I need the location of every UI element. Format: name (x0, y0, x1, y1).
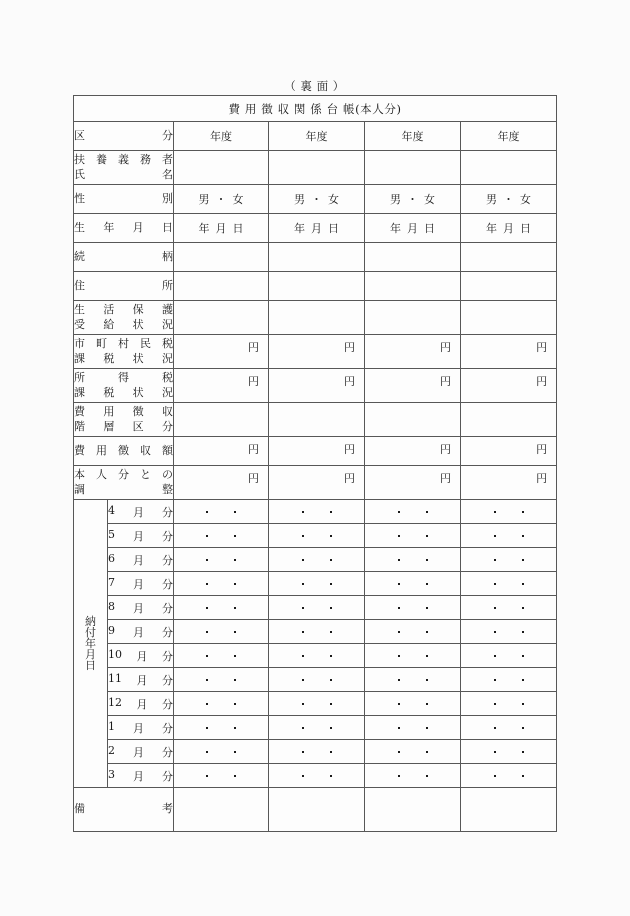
birthdate-value-4[interactable]: 年 月 日 (461, 214, 557, 243)
row-label-gender: 性 別 (74, 185, 174, 214)
row-birthdate (74, 214, 557, 243)
date-dot-separators (269, 703, 364, 705)
row-label-self-adjustment: 本 人 分 と の 調 整 (74, 466, 174, 500)
table-title: 費 用 徴 収 関 係 台 帳(本人分) (74, 96, 557, 122)
row-label-welfare-status: 生 活 保 護 受 給 状 況 (74, 301, 174, 335)
row-payment-month-10 (74, 740, 557, 764)
date-dot-separators (174, 751, 268, 753)
remarks-value-4[interactable] (461, 788, 557, 832)
row-label-birthdate: 生 年 月 日 (74, 214, 174, 243)
payment-date-1-1[interactable] (174, 524, 269, 548)
remarks-value-2[interactable] (269, 788, 365, 832)
payment-date-6-1[interactable] (174, 644, 269, 668)
date-dot-separators (365, 631, 460, 633)
date-dot-separators (365, 775, 460, 777)
date-dot-separators (365, 511, 460, 513)
payment-date-9-4[interactable] (461, 716, 557, 740)
fee-amount-value-1[interactable] (174, 437, 269, 466)
date-dot-separators (269, 751, 364, 753)
month-label-11: 3 月 分 (108, 764, 174, 788)
date-dot-separators (365, 655, 460, 657)
payment-date-5-4[interactable] (461, 620, 557, 644)
month-label-9: 1 月 分 (108, 716, 174, 740)
yen-unit: 円 (440, 472, 451, 485)
payment-date-11-4[interactable] (461, 764, 557, 788)
payment-date-10-4[interactable] (461, 740, 557, 764)
date-dot-separators (174, 535, 268, 537)
header-row-kubun (74, 122, 557, 151)
payment-date-1-2[interactable] (269, 524, 365, 548)
payment-date-7-1[interactable] (174, 668, 269, 692)
yen-unit: 円 (536, 472, 548, 485)
payment-date-8-2[interactable] (269, 692, 365, 716)
income-tax-value-1[interactable] (174, 369, 269, 403)
row-fee-amount (74, 437, 557, 466)
row-payment-month-7 (74, 668, 557, 692)
date-dot-separators (174, 583, 268, 585)
payment-date-4-1[interactable] (174, 596, 269, 620)
month-label-8: 12 月 分 (108, 692, 174, 716)
date-dot-separators (365, 559, 460, 561)
fee-tier-value-4[interactable] (461, 403, 557, 437)
fee-amount-value-4[interactable] (461, 437, 557, 466)
date-dot-separators (461, 607, 556, 609)
row-gender (74, 185, 557, 214)
payment-date-9-1[interactable] (174, 716, 269, 740)
payment-date-5-3[interactable] (365, 620, 461, 644)
row-payment-month-5 (74, 620, 557, 644)
payment-date-3-3[interactable] (365, 572, 461, 596)
date-dot-separators (174, 703, 268, 705)
payment-date-vertical-label: 納 付 年 月 日 (74, 500, 108, 788)
yen-unit: 円 (440, 375, 451, 388)
date-dot-separators (269, 607, 364, 609)
payment-date-0-3[interactable] (365, 500, 461, 524)
payment-date-0-2[interactable] (269, 500, 365, 524)
income-tax-value-2[interactable] (269, 369, 365, 403)
payment-date-6-2[interactable] (269, 644, 365, 668)
payment-date-11-1[interactable] (174, 764, 269, 788)
self-adjustment-value-1[interactable] (174, 466, 269, 500)
payment-date-2-3[interactable] (365, 548, 461, 572)
date-dot-separators (174, 655, 268, 657)
row-payment-month-0 (74, 500, 557, 524)
page-side-caption: （ 裏 面 ） (284, 79, 345, 93)
date-dot-separators (174, 559, 268, 561)
payment-date-11-2[interactable] (269, 764, 365, 788)
payment-date-7-3[interactable] (365, 668, 461, 692)
self-adjustment-value-3[interactable] (365, 466, 461, 500)
payment-date-10-3[interactable] (365, 740, 461, 764)
gender-value-3[interactable]: 男 ・ 女 (365, 185, 461, 214)
month-label-7: 11 月 分 (108, 668, 174, 692)
municipal-tax-value-4[interactable] (461, 335, 557, 369)
row-municipal-tax (74, 335, 557, 369)
date-dot-separators (174, 511, 268, 513)
month-label-10: 2 月 分 (108, 740, 174, 764)
welfare-status-value-2[interactable] (269, 301, 365, 335)
row-payment-month-1 (74, 524, 557, 548)
date-dot-separators (269, 775, 364, 777)
fee-tier-value-1[interactable] (174, 403, 269, 437)
payment-date-2-1[interactable] (174, 548, 269, 572)
fee-tier-value-2[interactable] (269, 403, 365, 437)
address-value-4[interactable] (461, 272, 557, 301)
relationship-value-1[interactable] (174, 243, 269, 272)
remarks-value-1[interactable] (174, 788, 269, 832)
payment-date-1-4[interactable] (461, 524, 557, 548)
payment-date-4-4[interactable] (461, 596, 557, 620)
self-adjustment-value-2[interactable] (269, 466, 365, 500)
fee-amount-value-2[interactable] (269, 437, 365, 466)
fee-tier-value-3[interactable] (365, 403, 461, 437)
date-dot-separators (461, 727, 556, 729)
row-payment-month-4 (74, 596, 557, 620)
month-label-6: 10 月 分 (108, 644, 174, 668)
date-dot-separators (365, 583, 460, 585)
row-payment-month-6 (74, 644, 557, 668)
payment-date-3-2[interactable] (269, 572, 365, 596)
year-header-4: 年度 (461, 122, 557, 151)
year-header-1: 年度 (174, 122, 269, 151)
address-value-2[interactable] (269, 272, 365, 301)
payment-date-0-4[interactable] (461, 500, 557, 524)
address-value-3[interactable] (365, 272, 461, 301)
municipal-tax-value-2[interactable] (269, 335, 365, 369)
row-label-address: 住 所 (74, 272, 174, 301)
row-payment-month-11 (74, 764, 557, 788)
row-self-adjustment (74, 466, 557, 500)
address-value-1[interactable] (174, 272, 269, 301)
row-fee-tier (74, 403, 557, 437)
date-dot-separators (461, 631, 556, 633)
row-label-income-tax: 所 得 税 課 税 状 況 (74, 369, 174, 403)
payment-date-8-3[interactable] (365, 692, 461, 716)
relationship-value-3[interactable] (365, 243, 461, 272)
row-label-relationship: 続 柄 (74, 243, 174, 272)
fee-amount-value-3[interactable] (365, 437, 461, 466)
welfare-status-value-4[interactable] (461, 301, 557, 335)
date-dot-separators (269, 583, 364, 585)
yen-unit: 円 (344, 443, 355, 456)
municipal-tax-value-3[interactable] (365, 335, 461, 369)
relationship-value-4[interactable] (461, 243, 557, 272)
month-label-5: 9 月 分 (108, 620, 174, 644)
payment-date-6-3[interactable] (365, 644, 461, 668)
yen-unit: 円 (248, 472, 259, 485)
date-dot-separators (269, 655, 364, 657)
date-dot-separators (269, 727, 364, 729)
payment-date-2-2[interactable] (269, 548, 365, 572)
payment-date-4-2[interactable] (269, 596, 365, 620)
row-address (74, 272, 557, 301)
yen-unit: 円 (536, 375, 548, 388)
yen-unit: 円 (248, 443, 259, 456)
gender-value-1[interactable]: 男 ・ 女 (174, 185, 269, 214)
row-income-tax (74, 369, 557, 403)
date-dot-separators (174, 607, 268, 609)
date-dot-separators (461, 535, 556, 537)
payment-date-9-2[interactable] (269, 716, 365, 740)
date-dot-separators (461, 655, 556, 657)
income-tax-value-4[interactable] (461, 369, 557, 403)
month-label-0: 4 月 分 (108, 500, 174, 524)
date-dot-separators (269, 679, 364, 681)
date-dot-separators (365, 679, 460, 681)
welfare-status-value-1[interactable] (174, 301, 269, 335)
year-header-3: 年度 (365, 122, 461, 151)
payment-date-8-4[interactable] (461, 692, 557, 716)
payment-date-2-4[interactable] (461, 548, 557, 572)
payment-date-10-1[interactable] (174, 740, 269, 764)
gender-value-2[interactable]: 男 ・ 女 (269, 185, 365, 214)
date-dot-separators (461, 583, 556, 585)
payment-date-5-2[interactable] (269, 620, 365, 644)
supporter-name-value-3[interactable] (365, 151, 461, 185)
row-remarks (74, 788, 557, 832)
row-payment-month-8 (74, 692, 557, 716)
payment-date-3-1[interactable] (174, 572, 269, 596)
date-dot-separators (174, 679, 268, 681)
supporter-name-value-2[interactable] (269, 151, 365, 185)
row-label-remarks: 備 考 (74, 788, 174, 832)
payment-date-5-1[interactable] (174, 620, 269, 644)
gender-value-4[interactable]: 男 ・ 女 (461, 185, 557, 214)
payment-date-11-3[interactable] (365, 764, 461, 788)
date-dot-separators (269, 535, 364, 537)
yen-unit: 円 (248, 341, 259, 354)
date-dot-separators (365, 751, 460, 753)
row-payment-month-9 (74, 716, 557, 740)
fee-collection-ledger-table (73, 95, 557, 832)
month-label-2: 6 月 分 (108, 548, 174, 572)
date-dot-separators (365, 703, 460, 705)
date-dot-separators (174, 727, 268, 729)
date-dot-separators (174, 775, 268, 777)
row-supporter-name (74, 151, 557, 185)
date-dot-separators (461, 775, 556, 777)
birthdate-value-2[interactable]: 年 月 日 (269, 214, 365, 243)
birthdate-value-1[interactable]: 年 月 日 (174, 214, 269, 243)
income-tax-value-3[interactable] (365, 369, 461, 403)
date-dot-separators (269, 631, 364, 633)
row-welfare-status (74, 301, 557, 335)
date-dot-separators (461, 559, 556, 561)
yen-unit: 円 (536, 341, 548, 354)
table-title-row (74, 96, 557, 122)
supporter-name-value-4[interactable] (461, 151, 557, 185)
supporter-name-value-1[interactable] (174, 151, 269, 185)
row-label-supporter-name: 扶 養 義 務 者 氏 名 (74, 151, 174, 185)
payment-date-4-3[interactable] (365, 596, 461, 620)
date-dot-separators (365, 727, 460, 729)
row-payment-month-3 (74, 572, 557, 596)
row-label-fee-tier: 費 用 徴 収 階 層 区 分 (74, 403, 174, 437)
row-label-municipal-tax: 市 町 村 民 税 課 税 状 況 (74, 335, 174, 369)
date-dot-separators (365, 535, 460, 537)
payment-date-0-1[interactable] (174, 500, 269, 524)
date-dot-separators (365, 607, 460, 609)
row-payment-month-2 (74, 548, 557, 572)
date-dot-separators (461, 751, 556, 753)
payment-date-1-3[interactable] (365, 524, 461, 548)
municipal-tax-value-1[interactable] (174, 335, 269, 369)
yen-unit: 円 (440, 341, 451, 354)
row-relationship (74, 243, 557, 272)
payment-date-9-3[interactable] (365, 716, 461, 740)
yen-unit: 円 (344, 472, 355, 485)
year-header-2: 年度 (269, 122, 365, 151)
date-dot-separators (461, 703, 556, 705)
payment-date-8-1[interactable] (174, 692, 269, 716)
self-adjustment-value-4[interactable] (461, 466, 557, 500)
date-dot-separators (461, 679, 556, 681)
yen-unit: 円 (344, 375, 355, 388)
month-label-1: 5 月 分 (108, 524, 174, 548)
date-dot-separators (269, 559, 364, 561)
payment-date-7-4[interactable] (461, 668, 557, 692)
date-dot-separators (174, 631, 268, 633)
remarks-value-3[interactable] (365, 788, 461, 832)
yen-unit: 円 (344, 341, 355, 354)
payment-date-7-2[interactable] (269, 668, 365, 692)
yen-unit: 円 (536, 443, 548, 456)
welfare-status-value-3[interactable] (365, 301, 461, 335)
row-label-kubun: 区 分 (74, 122, 174, 151)
yen-unit: 円 (248, 375, 259, 388)
date-dot-separators (461, 511, 556, 513)
date-dot-separators (269, 511, 364, 513)
relationship-value-2[interactable] (269, 243, 365, 272)
payment-date-10-2[interactable] (269, 740, 365, 764)
payment-date-6-4[interactable] (461, 644, 557, 668)
payment-date-3-4[interactable] (461, 572, 557, 596)
row-label-fee-amount: 費 用 徴 収 額 (74, 437, 174, 466)
yen-unit: 円 (440, 443, 451, 456)
birthdate-value-3[interactable]: 年 月 日 (365, 214, 461, 243)
month-label-3: 7 月 分 (108, 572, 174, 596)
month-label-4: 8 月 分 (108, 596, 174, 620)
